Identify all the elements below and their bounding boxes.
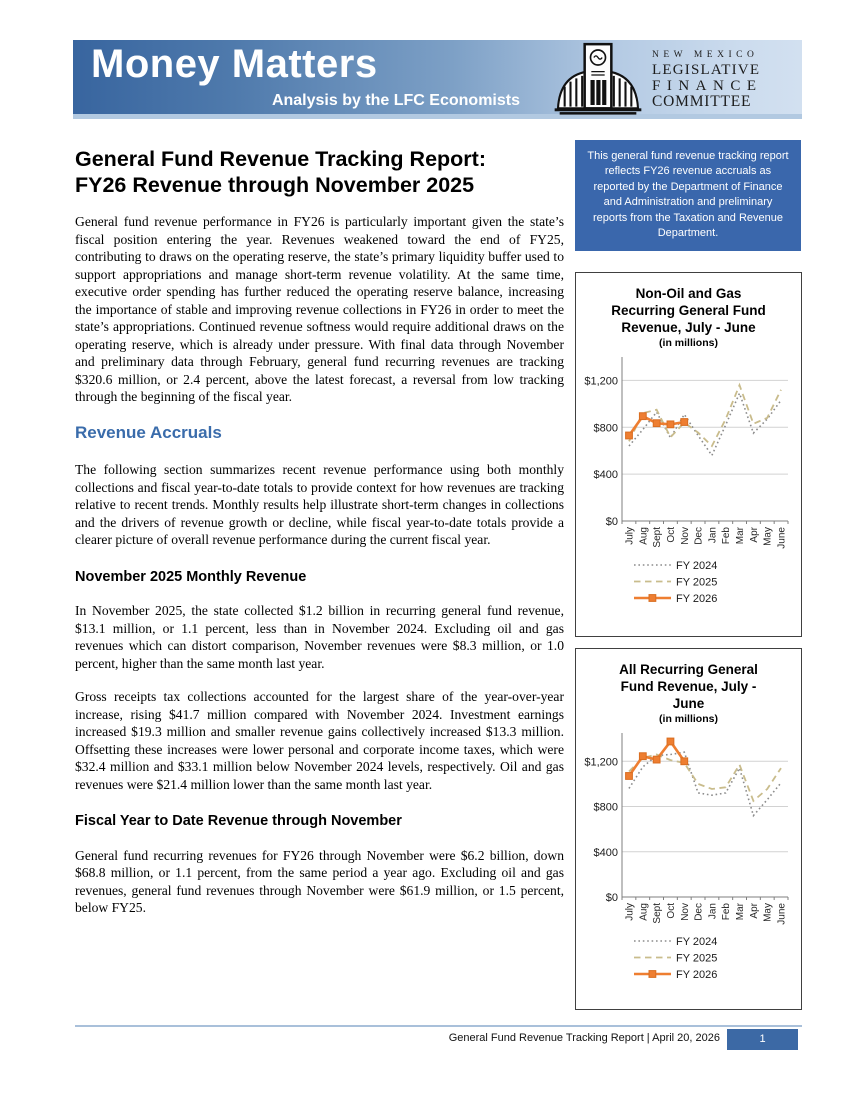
svg-text:Mar: Mar	[735, 903, 747, 921]
paragraph-overview: The following section summarizes recent revenue performance using both monthly collections and fiscal year-to-date totals to provide context for how revenues are tracking relative to recent trends. Monthly results help illustrate short-term changes in collections and the drivers of revenue growth or decline, while fiscal year-to-date totals provide a clearer picture of overall revenue performance during the current fiscal year.	[75, 462, 564, 547]
footer-text: General Fund Revenue Tracking Report | April 20, 2026	[448, 1032, 720, 1044]
chart-title: All Recurring General Fund Revenue, July - June	[619, 662, 758, 711]
svg-text:$0: $0	[605, 516, 618, 528]
svg-text:Oct: Oct	[665, 903, 677, 919]
logo-line-legislative: LEGISLATIVE	[652, 61, 761, 78]
svg-text:June: June	[776, 527, 788, 549]
chart-title: Non-Oil and Gas Recurring General Fund Revenue, July - June	[611, 286, 766, 335]
svg-text:Dec: Dec	[693, 903, 705, 921]
chart-svg-1	[576, 727, 801, 996]
svg-text:FY 2024: FY 2024	[676, 936, 718, 948]
chart-card-non-oil-gas	[575, 272, 802, 637]
svg-text:Oct: Oct	[665, 527, 677, 543]
report-title	[75, 146, 565, 198]
svg-text:Feb: Feb	[721, 903, 733, 921]
svg-text:July: July	[624, 903, 636, 921]
svg-text:$400: $400	[593, 469, 618, 482]
svg-text:May: May	[762, 903, 774, 922]
logo-org-name	[652, 50, 763, 110]
svg-text:Dec: Dec	[693, 527, 705, 545]
svg-text:FY 2026: FY 2026	[676, 593, 718, 605]
svg-text:Sept: Sept	[652, 527, 664, 548]
paragraph-intro: General fund revenue performance in FY26 is particularly important given the state’s fiscal position entering the year. Revenues weakened toward the end of FY25, contributing to draws on the operating reserve, the state’s primary liquidity buffer used to support appropriations and manage short-term revenue volatility. At the same time, executive order spending has further reduced the operating reserve balance, increasing the importance of stable and improving revenue collections in FY26 in order to meet the state’s appropriations. Continued revenue softness would require additional draws on the operating reserve, which is already under pressure. With final data through November and preliminary data through February, general fund recurring revenues are tracking $320.6 million, or 2.4 percent, above the latest forecast, a reversal from low tracking through the beginning of the fiscal year.	[75, 214, 564, 404]
paragraph-november-collections: In November 2025, the state collected $1.2 billion in recurring general fund revenue, $13.1 million, or 1.1 percent, less than in November 2024. Excluding oil and gas revenues which can distort comparison, November revenues were $8.3 million, or 1.0 percent, higher than the same month last year.	[75, 603, 564, 671]
newsletter-subtitle: Analysis by the LFC Economists	[271, 92, 520, 109]
svg-text:FY 2024: FY 2024	[676, 560, 718, 572]
svg-text:Jan: Jan	[707, 903, 719, 920]
svg-text:FY 2026: FY 2026	[676, 969, 718, 981]
header-banner	[73, 40, 802, 119]
logo-line-committee: COMMITTEE	[652, 92, 752, 110]
svg-text:Aug: Aug	[638, 527, 650, 545]
svg-text:FY 2025: FY 2025	[676, 952, 718, 965]
intro-callout: This general fund revenue tracking report reflects FY26 revenue accruals as reported by the Department of Finance and Administration and preliminary reports from the Taxation and Revenue Department.	[575, 140, 801, 251]
svg-text:$1,200: $1,200	[584, 756, 618, 769]
report-title-line1: General Fund Revenue Tracking Report:	[75, 147, 486, 171]
section-heading-revenue-accruals: Revenue Accruals	[75, 422, 222, 442]
svg-text:FY 2025: FY 2025	[676, 576, 718, 589]
svg-text:$400: $400	[593, 846, 618, 859]
chart-svg-0	[576, 351, 801, 623]
paragraph-gross-receipts: Gross receipts tax collections accounted for the largest share of the year-over-year increase, rising $41.7 million compared with November 2024. Investment earnings increased $19.3 million and smaller revenue gains collectively increased $13.3 million. Offsetting these increases were lower personal and corporate income taxes, which were $32.4 million and $33.1 million below November 2024 levels, respectively. Oil and gas revenues were $21.4 million lower than the same month last year.	[75, 689, 564, 792]
svg-text:Apr: Apr	[748, 903, 760, 919]
svg-text:Aug: Aug	[638, 903, 650, 921]
chart-subtitle: (in millions)	[659, 337, 718, 349]
subheading-fiscal-ytd: Fiscal Year to Date Revenue through November	[75, 813, 402, 829]
report-title-line2: FY26 Revenue through November 2025	[75, 173, 475, 197]
lfc-logo	[548, 42, 800, 117]
chart-subtitle: (in millions)	[659, 713, 718, 725]
logo-line-finance: FINANCE	[652, 77, 763, 94]
svg-text:Nov: Nov	[679, 903, 691, 921]
svg-text:Apr: Apr	[748, 527, 760, 543]
svg-text:Jan: Jan	[707, 527, 719, 544]
svg-text:May: May	[762, 527, 774, 546]
chart-card-all-recurring	[575, 648, 802, 1010]
svg-text:Feb: Feb	[721, 527, 733, 545]
svg-text:June: June	[776, 903, 788, 925]
newsletter-title: Money Matters	[91, 42, 378, 86]
svg-text:Sept: Sept	[652, 903, 664, 924]
paragraph-ytd: General fund recurring revenues for FY26 through November were $6.2 billion, down $68.8 million, or 1.1 percent, from the same period a year ago. Excluding oil and gas revenues, general fund revenues through November were $61.9 million, or 1.5 percent, below FY25.	[75, 847, 564, 915]
svg-text:Mar: Mar	[735, 527, 747, 545]
svg-text:$800: $800	[593, 422, 618, 435]
svg-text:Nov: Nov	[679, 527, 691, 545]
svg-text:$0: $0	[605, 892, 618, 904]
logo-line-state: NEW MEXICO	[652, 49, 759, 60]
svg-text:July: July	[624, 527, 636, 545]
article-body	[75, 213, 564, 933]
capitol-building-icon	[548, 40, 648, 120]
svg-text:$800: $800	[593, 801, 618, 814]
svg-text:$1,200: $1,200	[584, 375, 618, 388]
page-number-badge: 1	[727, 1029, 798, 1050]
subheading-november-monthly-revenue: November 2025 Monthly Revenue	[75, 568, 307, 585]
footer-divider	[75, 1025, 802, 1027]
